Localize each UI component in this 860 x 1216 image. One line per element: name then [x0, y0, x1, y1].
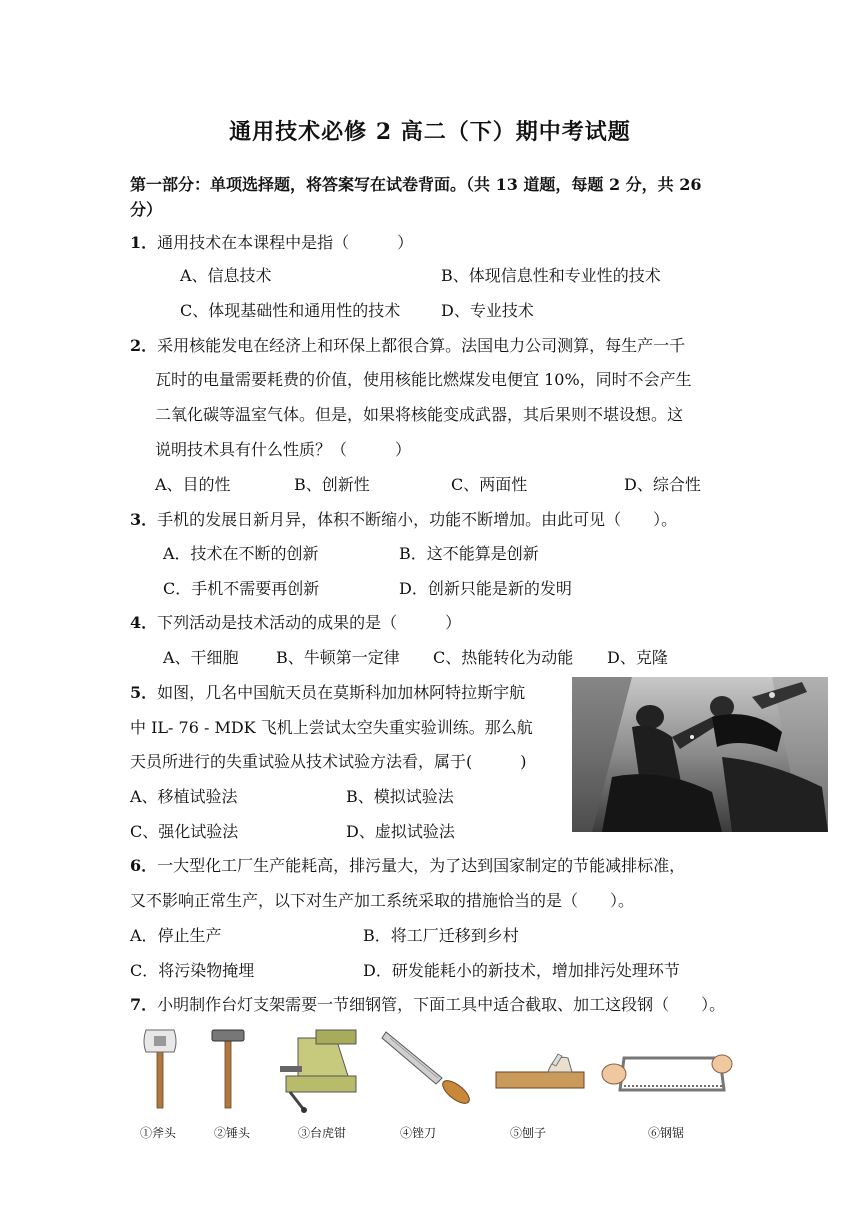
q4-option-a: A、干细胞: [163, 648, 239, 667]
question-line: 一大型化工厂生产能耗高，排污量大，为了达到国家制定的节能减排标准，: [157, 856, 686, 875]
section-heading-line1: 第一部分：单项选择题，将答案写在试卷背面。（共 13 道题，每题 2 分，共 26: [130, 175, 702, 194]
question-5: [130, 680, 525, 703]
tool-caption-axe: ①斧头: [140, 1126, 177, 1140]
axe-icon: [140, 1028, 180, 1110]
q5-option-d: D、虚拟试验法: [346, 822, 455, 841]
question-stem: 通用技术在本课程中是指（ ）: [157, 233, 414, 252]
question-2: [130, 333, 685, 356]
tool-caption-hammer: ②锤头: [214, 1126, 251, 1140]
tool-caption-file: ④锉刀: [400, 1126, 437, 1140]
hammer-icon: [210, 1028, 246, 1110]
q4-option-b: B、牛顿第一定律: [276, 648, 400, 667]
question-stem: 手机的发展日新月异，体积不断缩小，功能不断增加。由此可见（ ）。: [157, 510, 678, 529]
q4-option-c: C、热能转化为动能: [433, 648, 574, 667]
q1-option-d: D、专业技术: [441, 301, 534, 320]
q2-option-a: A、目的性: [155, 475, 231, 494]
q5-option-b: B、模拟试验法: [346, 787, 454, 806]
q6-option-b: B．将工厂迁移到乡村: [363, 926, 519, 945]
hacksaw-icon: [600, 1050, 736, 1100]
question-number: 2．: [130, 336, 158, 355]
q2-option-b: B、创新性: [294, 475, 370, 494]
question-1: [130, 230, 413, 253]
question-3: [130, 507, 677, 530]
q6-option-c: C．将污染物掩埋: [130, 961, 255, 980]
q2-line4: 说明技术具有什么性质？（ ）: [155, 440, 412, 459]
plane-icon: [492, 1050, 588, 1096]
q6-option-a: A．停止生产: [130, 926, 222, 945]
q1-option-b: B、体现信息性和专业性的技术: [441, 266, 661, 285]
question-number: 1．: [130, 233, 158, 252]
page-title: 通用技术必修 2 高二（下）期中考试题: [229, 119, 631, 145]
q2-line3: 二氧化碳等温室气体。但是，如果将核能变成武器，其后果则不堪设想。这: [155, 405, 684, 424]
question-number: 6．: [130, 856, 158, 875]
q4-option-d: D、克隆: [607, 648, 668, 667]
q5-option-a: A、移植试验法: [130, 787, 238, 806]
astronaut-photo: [572, 677, 828, 832]
question-7: [130, 992, 725, 1015]
tool-caption-plane: ⑤刨子: [510, 1126, 547, 1140]
question-number: 7．: [130, 995, 158, 1014]
q6-option-d: D．研发能耗小的新技术，增加排污处理环节: [363, 961, 680, 980]
question-stem: 小明制作台灯支架需要一节细钢管，下面工具中适合截取、加工这段钢（ ）。: [157, 995, 726, 1014]
q1-option-a: A、信息技术: [180, 266, 272, 285]
q6-line2: 又不影响正常生产，以下对生产加工系统采取的措施恰当的是（ ）。: [130, 891, 635, 910]
q3-option-b: B．这不能算是创新: [399, 544, 539, 563]
question-line: 采用核能发电在经济上和环保上都很合算。法国电力公司测算，每生产一千: [157, 336, 686, 355]
section-heading-line2: 分）: [130, 200, 163, 219]
q1-option-c: C、体现基础性和通用性的技术: [180, 301, 401, 320]
q2-option-d: D、综合性: [624, 475, 701, 494]
q5-option-c: C、强化试验法: [130, 822, 239, 841]
q3-option-a: A．技术在不断的创新: [163, 544, 319, 563]
question-number: 3．: [130, 510, 158, 529]
question-line: 如图，几名中国航天员在莫斯科加加林阿特拉斯宇航: [157, 683, 526, 702]
q2-line2: 瓦时的电量需要耗费的价值，使用核能比燃煤发电便宜 10%，同时不会产生: [155, 370, 692, 389]
question-number: 5．: [130, 683, 158, 702]
q2-option-c: C、两面性: [451, 475, 528, 494]
tool-caption-vise: ③台虎钳: [298, 1126, 347, 1140]
q3-option-c: C．手机不需要再创新: [163, 579, 320, 598]
question-4: [130, 610, 461, 633]
q5-line3: 天员所进行的失重试验从技术试验方法看，属于( ): [130, 752, 527, 771]
question-stem: 下列活动是技术活动的成果的是（ ）: [157, 613, 462, 632]
q5-line2: 中 IL- 76 - MDK 飞机上尝试太空失重实验训练。那么航: [130, 718, 533, 737]
file-icon: [380, 1028, 476, 1104]
question-number: 4．: [130, 613, 158, 632]
question-6: [130, 853, 685, 876]
tool-caption-hacksaw: ⑥钢锯: [648, 1126, 685, 1140]
q3-option-d: D．创新只能是新的发明: [399, 579, 572, 598]
bench-vise-icon: [276, 1026, 372, 1114]
